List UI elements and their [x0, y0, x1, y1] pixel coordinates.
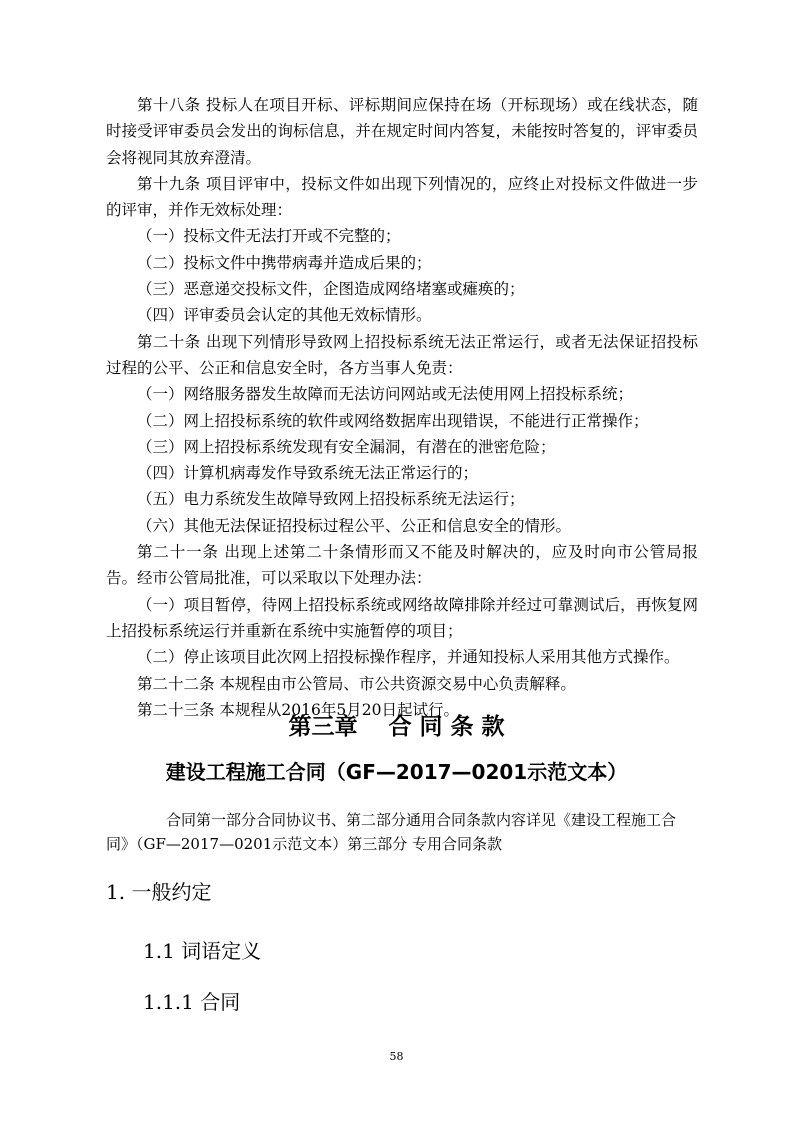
paragraph: 第二十三条 本规程从2016年5月20日起试行。: [137, 700, 459, 719]
paragraph: （二）停止该项目此次网上招投标操作程序，并通知投标人采用其他方式操作。: [137, 648, 680, 667]
list-item: （四）计算机病毒发作导致系统无法正常运行的；: [137, 464, 479, 483]
list-item: （三）网上招投标系统发现有安全漏洞，有潜在的泄密危险；: [137, 437, 556, 456]
list-item: （二）投标文件中携带病毒并造成后果的；: [137, 253, 432, 272]
contract-title: 建设工程施工合同（GF—2017—0201示范文本）: [165, 760, 628, 784]
section-heading-general: 1. 一般约定: [106, 880, 212, 904]
list-item: （六）其他无法保证招投标过程公平、公正和信息安全的情形。: [137, 516, 572, 535]
list-item: （一）网络服务器发生故障而无法访问网站或无法使用网上招投标系统；: [137, 385, 634, 404]
list-item: （四）评审委员会认定的其他无效标情形。: [137, 306, 432, 325]
section-heading-contract: 1.1.1 合同: [143, 990, 241, 1014]
section-heading-definitions: 1.1 词语定义: [143, 939, 262, 963]
paragraph: 第十八条 投标人在项目开标、评标期间应保持在场（开标现场）或在线状态，随时接受评审委员会发出的询标信息，并在规定时间内答复，未能按时答复的，评审委员会将视同其放弃澄清。: [106, 96, 698, 167]
list-item: （五）电力系统发生故障导致网上招投标系统无法运行；: [137, 490, 525, 509]
paragraph: 第二十条 出现下列情形导致网上招投标系统无法正常运行，或者无法保证招投标过程的公平、公正和信息安全时，各方当事人免责：: [106, 332, 698, 377]
list-item: （三）恶意递交投标文件，企图造成网络堵塞或瘫痪的；: [137, 280, 525, 299]
page-number: 58: [389, 1050, 404, 1063]
chapter-title: 第三章 合 同 条 款: [288, 714, 505, 740]
paragraph: 第二十一条 出现上述第二十条情形而又不能及时解决的，应及时向市公管局报告。经市公管局批准，可以采取以下处理办法：: [106, 543, 698, 588]
paragraph: 第十九条 项目评审中，投标文件如出现下列情况的，应终止对投标文件做进一步的评审，并作无效标处理：: [106, 174, 698, 220]
paragraph: （一）项目暂停，待网上招投标系统或网络故障排除并经过可靠测试后，再恢复网上招投标系统运行并重新在系统中实施暂停的项目；: [106, 595, 698, 640]
list-item: （二）网上招投标系统的软件或网络数据库出现错误，不能进行正常操作；: [137, 411, 649, 430]
paragraph: 第二十二条 本规程由市公管局、市公共资源交易中心负责解释。: [137, 674, 576, 693]
body-text: [106, 92, 698, 723]
list-item: （一）投标文件无法打开或不完整的；: [137, 227, 401, 246]
contract-note: 合同第一部分合同协议书、第二部分通用合同条款内容详见《建设工程施工合同》（GF—2017—0201示范文本）第三部分 专用合同条款: [106, 811, 677, 853]
